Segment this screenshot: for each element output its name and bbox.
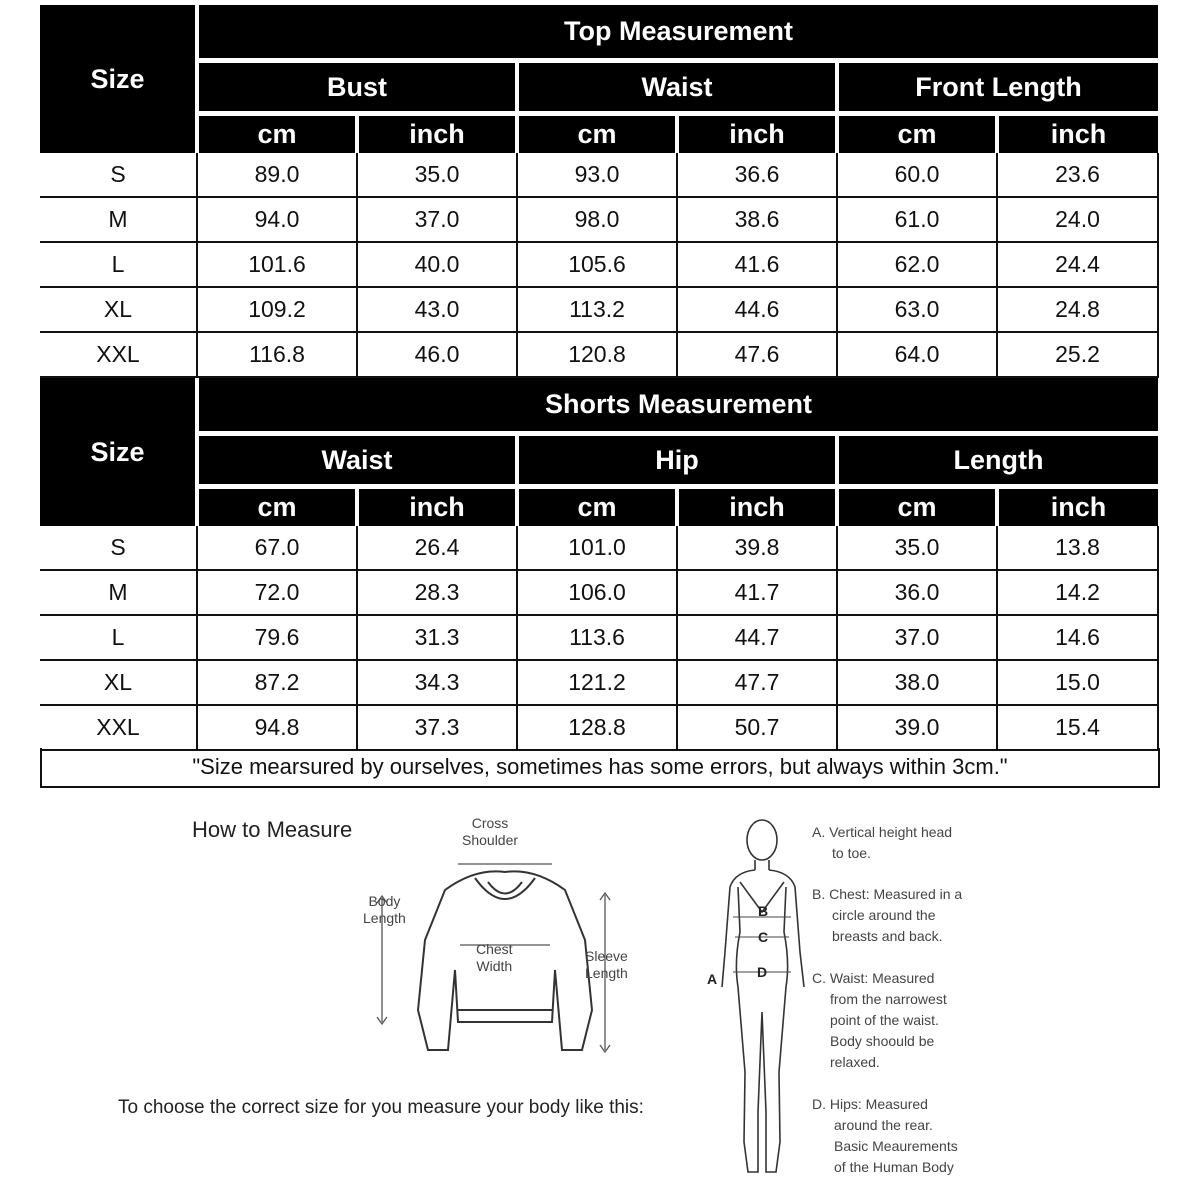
size-header: Size xyxy=(40,378,197,526)
value-cell: 67.0 xyxy=(197,526,357,570)
size-cell: M xyxy=(40,570,197,615)
value-cell: 43.0 xyxy=(357,287,517,332)
size-cell: L xyxy=(40,615,197,660)
group-header-front-length: Front Length xyxy=(837,61,1158,114)
table-title: Shorts Measurement xyxy=(197,378,1158,434)
value-cell: 94.8 xyxy=(197,705,357,750)
value-cell: 37.0 xyxy=(837,615,997,660)
unit-header: cm xyxy=(837,487,997,527)
marker-d: D xyxy=(757,964,768,980)
value-cell: 101.6 xyxy=(197,242,357,287)
table-row xyxy=(40,332,1158,377)
table-row xyxy=(40,153,1158,197)
size-cell: M xyxy=(40,197,197,242)
size-cell: S xyxy=(40,153,197,197)
value-cell: 38.0 xyxy=(837,660,997,705)
value-cell: 47.7 xyxy=(677,660,837,705)
description-d: D. Hips: Measured around the rear. Basic Meaurements of the Human Body xyxy=(812,1096,958,1175)
table-row xyxy=(40,570,1158,615)
unit-header: inch xyxy=(357,487,517,527)
value-cell: 128.8 xyxy=(517,705,677,750)
size-cell: L xyxy=(40,242,197,287)
body-length-label: Body Length xyxy=(363,893,406,926)
value-cell: 64.0 xyxy=(837,332,997,377)
value-cell: 61.0 xyxy=(837,197,997,242)
value-cell: 15.0 xyxy=(997,660,1158,705)
chest-width-label: Chest Width xyxy=(476,941,513,974)
value-cell: 26.4 xyxy=(357,526,517,570)
value-cell: 120.8 xyxy=(517,332,677,377)
size-cell: S xyxy=(40,526,197,570)
value-cell: 60.0 xyxy=(837,153,997,197)
value-cell: 106.0 xyxy=(517,570,677,615)
value-cell: 35.0 xyxy=(837,526,997,570)
size-cell: XL xyxy=(40,287,197,332)
value-cell: 113.2 xyxy=(517,287,677,332)
group-header-waist: Waist xyxy=(517,61,837,114)
value-cell: 14.2 xyxy=(997,570,1158,615)
value-cell: 41.6 xyxy=(677,242,837,287)
size-cell: XXL xyxy=(40,705,197,750)
table-row xyxy=(40,615,1158,660)
unit-header: cm xyxy=(837,114,997,154)
value-cell: 34.3 xyxy=(357,660,517,705)
choose-size-instruction: To choose the correct size for you measure your body like this: xyxy=(118,1097,644,1118)
value-cell: 87.2 xyxy=(197,660,357,705)
marker-a: A xyxy=(707,971,718,987)
value-cell: 35.0 xyxy=(357,153,517,197)
value-cell: 109.2 xyxy=(197,287,357,332)
table-row xyxy=(40,705,1158,750)
description-c: C. Waist: Measured from the narrowest point of the waist. Body shoould be relaxed. xyxy=(812,970,947,1070)
value-cell: 62.0 xyxy=(837,242,997,287)
value-cell: 24.8 xyxy=(997,287,1158,332)
table-row xyxy=(40,526,1158,570)
value-cell: 40.0 xyxy=(357,242,517,287)
table-row xyxy=(40,242,1158,287)
value-cell: 121.2 xyxy=(517,660,677,705)
value-cell: 37.0 xyxy=(357,197,517,242)
value-cell: 38.6 xyxy=(677,197,837,242)
body-figure-diagram xyxy=(700,812,810,1192)
value-cell: 105.6 xyxy=(517,242,677,287)
cross-shoulder-label: Cross Shoulder xyxy=(462,815,519,848)
value-cell: 36.0 xyxy=(837,570,997,615)
value-cell: 39.0 xyxy=(837,705,997,750)
size-cell: XXL xyxy=(40,332,197,377)
value-cell: 31.3 xyxy=(357,615,517,660)
value-cell: 98.0 xyxy=(517,197,677,242)
value-cell: 116.8 xyxy=(197,332,357,377)
unit-header: cm xyxy=(197,114,357,154)
top-measurement-table xyxy=(40,5,1159,378)
value-cell: 14.6 xyxy=(997,615,1158,660)
value-cell: 24.4 xyxy=(997,242,1158,287)
value-cell: 113.6 xyxy=(517,615,677,660)
unit-header: cm xyxy=(517,487,677,527)
value-cell: 72.0 xyxy=(197,570,357,615)
measurement-note: "Size mearsured by ourselves, sometimes has some errors, but always within 3cm." xyxy=(40,748,1160,788)
value-cell: 101.0 xyxy=(517,526,677,570)
value-cell: 44.6 xyxy=(677,287,837,332)
value-cell: 93.0 xyxy=(517,153,677,197)
marker-b: B xyxy=(758,903,769,919)
value-cell: 41.7 xyxy=(677,570,837,615)
size-cell: XL xyxy=(40,660,197,705)
value-cell: 13.8 xyxy=(997,526,1158,570)
group-header-bust: Bust xyxy=(197,61,517,114)
value-cell: 94.0 xyxy=(197,197,357,242)
value-cell: 39.8 xyxy=(677,526,837,570)
unit-header: inch xyxy=(997,487,1158,527)
value-cell: 79.6 xyxy=(197,615,357,660)
value-cell: 24.0 xyxy=(997,197,1158,242)
unit-header: inch xyxy=(677,114,837,154)
value-cell: 28.3 xyxy=(357,570,517,615)
size-header: Size xyxy=(40,5,197,153)
description-a: A. Vertical height head to toe. xyxy=(812,824,953,861)
value-cell: 15.4 xyxy=(997,705,1158,750)
marker-c: C xyxy=(758,929,769,945)
group-header-waist: Waist xyxy=(197,434,517,487)
table-row xyxy=(40,287,1158,332)
group-header-length: Length xyxy=(837,434,1158,487)
group-header-hip: Hip xyxy=(517,434,837,487)
shorts-measurement-table xyxy=(40,378,1159,751)
unit-header: cm xyxy=(517,114,677,154)
value-cell: 23.6 xyxy=(997,153,1158,197)
value-cell: 37.3 xyxy=(357,705,517,750)
unit-header: inch xyxy=(677,487,837,527)
value-cell: 25.2 xyxy=(997,332,1158,377)
value-cell: 50.7 xyxy=(677,705,837,750)
unit-header: inch xyxy=(997,114,1158,154)
value-cell: 63.0 xyxy=(837,287,997,332)
sleeve-length-label: Sleeve Length xyxy=(585,948,628,981)
value-cell: 36.6 xyxy=(677,153,837,197)
value-cell: 44.7 xyxy=(677,615,837,660)
unit-header: cm xyxy=(197,487,357,527)
value-cell: 46.0 xyxy=(357,332,517,377)
table-title: Top Measurement xyxy=(197,5,1158,61)
how-to-measure-title: How to Measure xyxy=(192,817,353,842)
table-row xyxy=(40,197,1158,242)
unit-header: inch xyxy=(357,114,517,154)
value-cell: 47.6 xyxy=(677,332,837,377)
value-cell: 89.0 xyxy=(197,153,357,197)
description-b: B. Chest: Measured in a circle around the breasts and back. xyxy=(812,886,963,944)
table-row xyxy=(40,660,1158,705)
